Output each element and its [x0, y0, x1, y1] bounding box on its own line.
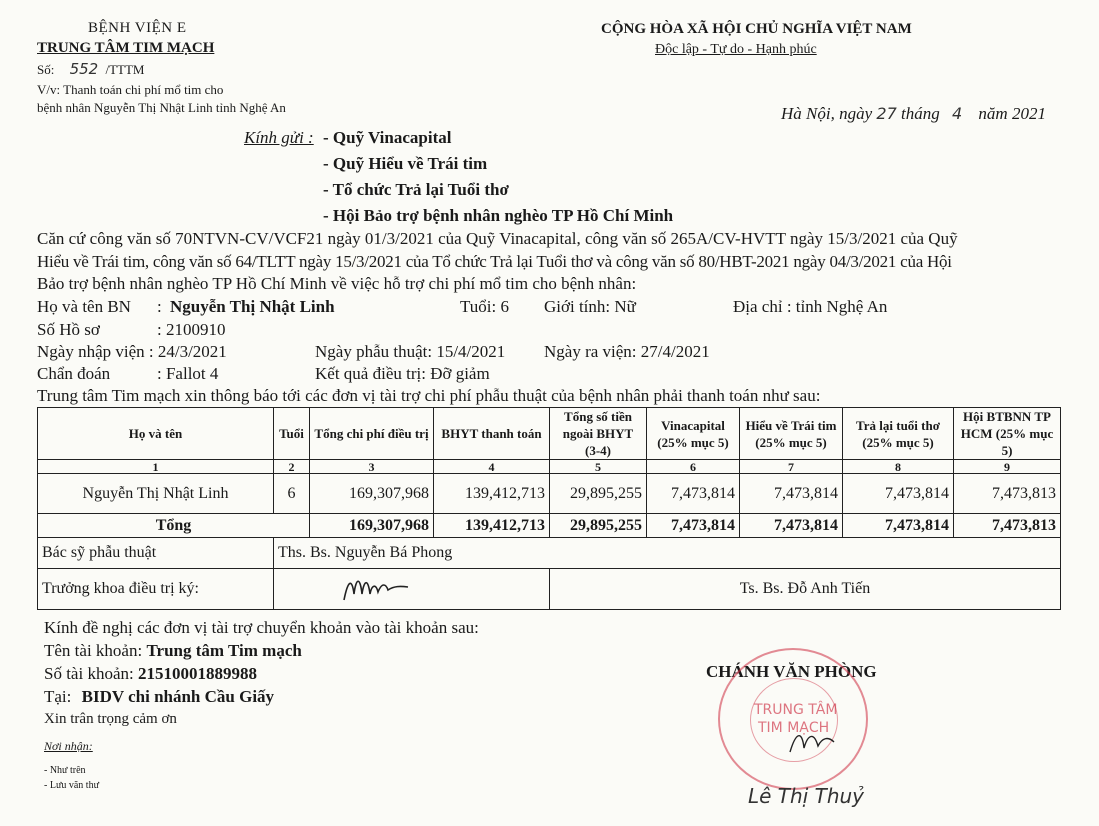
- diagnosis-value: : Fallot 4: [157, 364, 219, 383]
- surgeon-label: Bác sỹ phẫu thuật: [38, 538, 274, 569]
- account-number-line: [44, 664, 257, 684]
- patient-name: Nguyễn Thị Nhật Linh: [170, 297, 335, 316]
- transfer-request: Kính đề nghị các đơn vị tài trợ chuyển khoản vào tài khoản sau:: [44, 618, 479, 637]
- account-name-label: Tên tài khoản:: [44, 641, 143, 660]
- treatment-result: Kết quả điều trị: Đỡ giảm: [315, 364, 490, 383]
- paragraph-line-1: Căn cứ công văn số 70NTVN-CV/VCF21 ngày 01/3/2021 của Quỹ Vinacapital, công văn số 265A/CV-HVTT ngày 15/3/2021 của Quỹ: [37, 229, 958, 248]
- recipient-4: - Hội Bảo trợ bệnh nhân nghèo TP Hồ Chí Minh: [323, 206, 674, 225]
- recipient-1: - Quỹ Vinacapital: [323, 128, 452, 147]
- admission-date: Ngày nhập viện : 24/3/2021: [37, 342, 227, 361]
- motto: Độc lập - Tự do - Hạnh phúc: [655, 42, 817, 57]
- table-total-row: [38, 514, 1061, 538]
- patient-address: Địa chỉ : tỉnh Nghệ An: [733, 297, 888, 316]
- col-number: 9: [954, 460, 1061, 474]
- payment-intro: Trung tâm Tim mạch xin thông báo tới các đơn vị tài trợ chi phí phẫu thuật của bệnh nhân phải thanh toán như sau:: [37, 386, 821, 405]
- header-total-cost: Tổng chi phí điều trị: [310, 408, 434, 460]
- table-number-row: [38, 460, 1061, 474]
- patient-name-label: Họ và tên BN: [37, 297, 131, 316]
- patient-gender: Giới tính: Nữ: [544, 297, 636, 316]
- col-number: 8: [843, 460, 954, 474]
- col-number: 5: [550, 460, 647, 474]
- country-name: CỘNG HÒA XÃ HỘI CHỦ NGHĨA VIỆT NAM: [601, 21, 912, 37]
- col-number: 6: [647, 460, 740, 474]
- total-insurance: 139,412,713: [434, 514, 550, 538]
- handwritten-signature: [338, 572, 458, 606]
- subject-line-2: bệnh nhân Nguyễn Thị Nhật Linh tỉnh Nghệ An: [37, 100, 286, 115]
- col-number: 4: [434, 460, 550, 474]
- cell-insurance: 139,412,713: [434, 474, 550, 514]
- account-number-label: Số tài khoản:: [44, 664, 134, 683]
- surgeon-name: Ths. Bs. Nguyễn Bá Phong: [274, 538, 1061, 569]
- receiver-1: - Như trên: [44, 765, 86, 776]
- cell-vinacapital: 7,473,814: [647, 474, 740, 514]
- department-head-name: Ts. Bs. Đỗ Anh Tiến: [550, 569, 1061, 610]
- discharge-date: Ngày ra viện: 27/4/2021: [544, 342, 710, 361]
- header-vinacapital: Vinacapital (25% mục 5): [647, 408, 740, 460]
- cell-age: 6: [274, 474, 310, 514]
- hospital-name: BỆNH VIỆN E: [88, 20, 187, 36]
- department-head-signature-cell: [274, 569, 550, 610]
- table-row: [38, 474, 1061, 514]
- recipient-2: - Quỹ Hiểu về Trái tim: [323, 154, 488, 173]
- center-name: TRUNG TÂM TIM MẠCH: [37, 40, 215, 56]
- header-hieu-ve-trai-tim: Hiểu về Trái tim (25% mục 5): [740, 408, 843, 460]
- total-hoi-btbnn: 7,473,813: [954, 514, 1061, 538]
- department-head-label: Trưởng khoa điều trị ký:: [38, 569, 274, 610]
- doc-no-suffix: /TTTM: [105, 62, 145, 77]
- closing-thanks: Xin trân trọng cảm ơn: [44, 711, 177, 727]
- date-year: năm 2021: [978, 104, 1046, 123]
- date-month-handwritten: 4: [951, 104, 963, 123]
- header-insurance: BHYT thanh toán: [434, 408, 550, 460]
- record-label: Số Hồ sơ: [37, 320, 100, 339]
- bank-label: Tại:: [44, 687, 72, 706]
- department-head-row: [38, 569, 1061, 610]
- official-stamp: [718, 648, 868, 790]
- date-month-label: tháng: [901, 104, 940, 123]
- account-name-line: [44, 641, 302, 661]
- patient-age: Tuổi: 6: [460, 297, 509, 316]
- header-name: Họ và tên: [38, 408, 274, 460]
- cell-out-of-insurance: 29,895,255: [550, 474, 647, 514]
- cell-patient-name: Nguyễn Thị Nhật Linh: [38, 474, 274, 514]
- col-number: 3: [310, 460, 434, 474]
- table-header-row: [38, 408, 1061, 460]
- total-hieu-ve-trai-tim: 7,473,814: [740, 514, 843, 538]
- total-label: Tổng: [38, 514, 310, 538]
- record-number: : 2100910: [157, 320, 226, 339]
- stamp-text-line-1: TRUNG TÂM: [754, 702, 838, 718]
- account-number: 21510001889988: [137, 664, 257, 683]
- account-name: Trung tâm Tim mạch: [146, 641, 302, 660]
- cell-hoi-btbnn: 7,473,813: [954, 474, 1061, 514]
- receivers-label: Nơi nhận:: [44, 739, 93, 753]
- header-hoi-btbnn: Hội BTBNN TP HCM (25% mục 5): [954, 408, 1061, 460]
- total-cost: 169,307,968: [310, 514, 434, 538]
- col-number: 2: [274, 460, 310, 474]
- total-out-of-insurance: 29,895,255: [550, 514, 647, 538]
- header-age: Tuổi: [274, 408, 310, 460]
- diagnosis-label: Chẩn đoán: [37, 364, 111, 383]
- surgeon-row: [38, 538, 1061, 569]
- col-number: 7: [740, 460, 843, 474]
- col-number: 1: [38, 460, 274, 474]
- paragraph-line-2: Hiểu về Trái tim, công văn số 64/TLTT ngày 15/3/2021 của Tổ chức Trả lại Tuổi thơ và công văn số 80/HBT-2021 ngày 04/3/2021 của Hội: [37, 252, 952, 271]
- cell-total-cost: 169,307,968: [310, 474, 434, 514]
- document-number: [37, 60, 144, 78]
- recipient-3: - Tổ chức Trả lại Tuổi thơ: [323, 180, 509, 199]
- total-vinacapital: 7,473,814: [647, 514, 740, 538]
- patient-name-colon: :: [157, 297, 162, 316]
- cell-hieu-ve-trai-tim: 7,473,814: [740, 474, 843, 514]
- place-date: [781, 104, 1046, 124]
- subject-line-1: V/v: Thanh toán chi phí mổ tim cho: [37, 82, 224, 97]
- total-tra-lai-tuoi-tho: 7,473,814: [843, 514, 954, 538]
- recipients-label: Kính gửi :: [244, 128, 314, 147]
- doc-no-handwritten: 552: [69, 60, 99, 78]
- payment-table: [37, 407, 1061, 610]
- stamp-text-line-2: TIM MẠCH: [758, 720, 830, 736]
- surgery-date: Ngày phẫu thuật: 15/4/2021: [315, 342, 506, 361]
- cell-tra-lai-tuoi-tho: 7,473,814: [843, 474, 954, 514]
- bank-name: BIDV chi nhánh Cầu Giấy: [81, 687, 275, 706]
- paragraph-line-3: Bảo trợ bệnh nhân nghèo TP Hồ Chí Minh về việc hỗ trợ chi phí mổ tim cho bệnh nhân:: [37, 274, 637, 293]
- signer-name-handwritten: Lê Thị Thuỷ: [748, 784, 865, 808]
- doc-no-label: Số:: [37, 62, 55, 77]
- date-day-handwritten: 27: [876, 104, 897, 123]
- date-prefix: Hà Nội, ngày: [781, 104, 873, 123]
- signer-signature: [784, 722, 844, 762]
- header-out-of-insurance: Tổng số tiền ngoài BHYT (3-4): [550, 408, 647, 460]
- header-tra-lai-tuoi-tho: Trả lại tuổi thơ (25% mục 5): [843, 408, 954, 460]
- signer-title: CHÁNH VĂN PHÒNG: [706, 662, 877, 681]
- bank-line: [44, 687, 274, 707]
- receiver-2: - Lưu văn thư: [44, 780, 99, 791]
